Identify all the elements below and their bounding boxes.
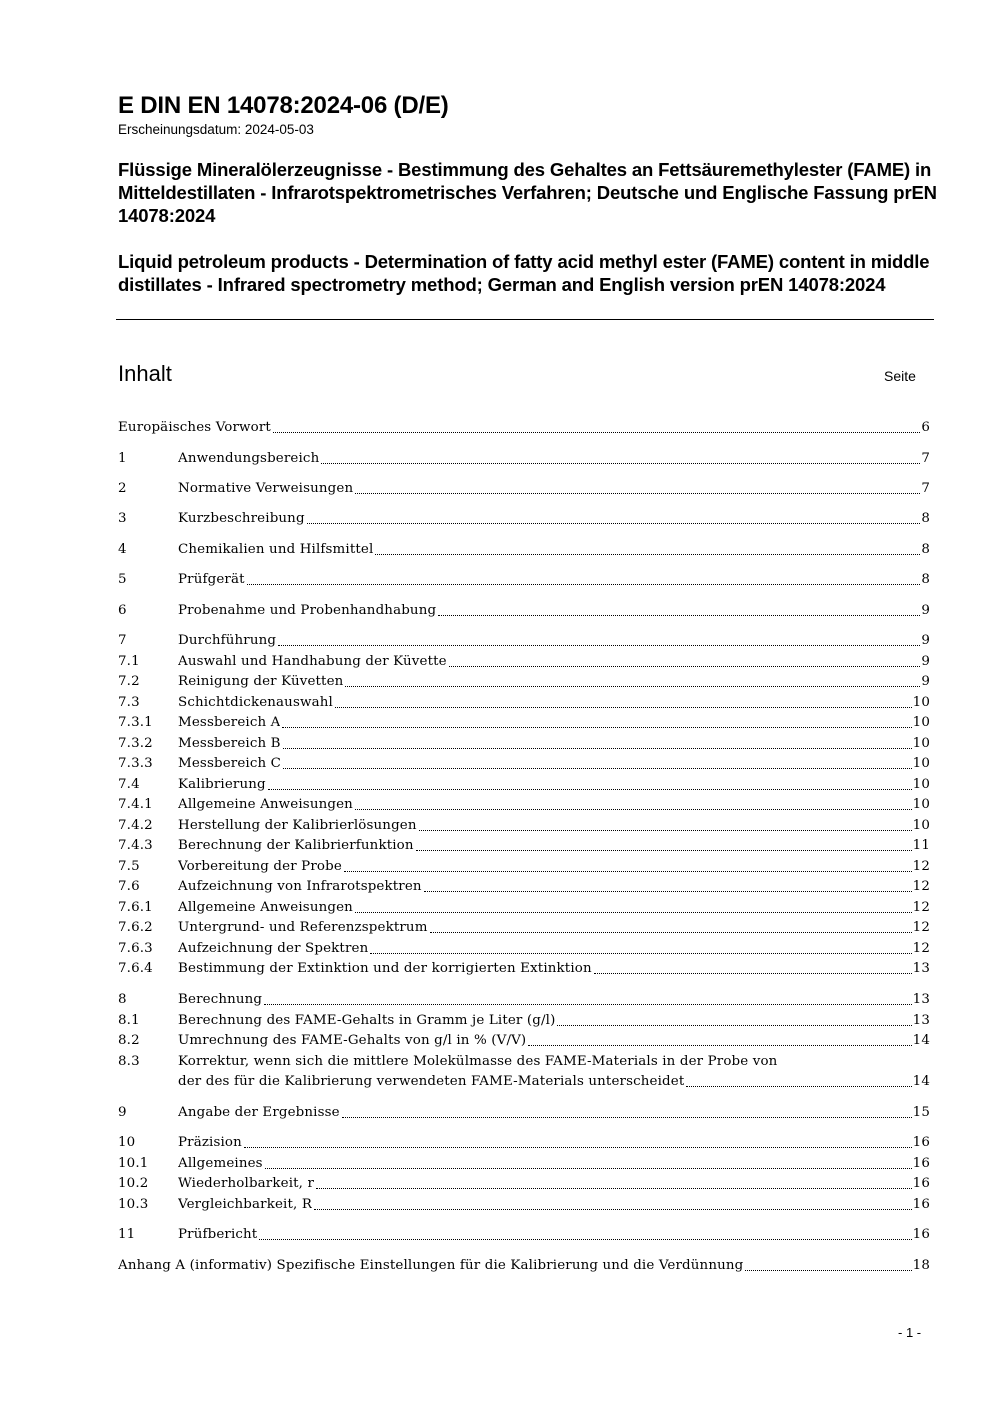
toc-entry-number: 7.3.2 [118, 736, 153, 751]
toc-entry-page: 16 [912, 1135, 930, 1150]
toc-entry[interactable] [118, 1133, 930, 1153]
toc-entry-page: 16 [912, 1227, 930, 1242]
toc-entry-page: 16 [912, 1176, 930, 1191]
toc-leader-dots [344, 871, 912, 872]
title-english: Liquid petroleum products - Determination of fatty acid methyl ester (FAME) content in middle distillates - Infrared spectrometry method; German and English version prEN 14078:2024 [118, 251, 930, 295]
toc-entry-title: Berechnung der Kalibrierfunktion [178, 838, 414, 853]
toc-entry-number: 7.3.1 [118, 715, 153, 730]
publication-date: Erscheinungsdatum: 2024-05-03 [118, 122, 314, 137]
toc-entry[interactable] [118, 672, 930, 692]
toc-entry[interactable] [118, 1052, 930, 1072]
toc-leader-dots [438, 615, 920, 616]
toc-entry-title: Messbereich A [178, 715, 281, 730]
toc-entry-number: 2 [118, 481, 127, 496]
toc-entry-page: 10 [912, 797, 930, 812]
toc-leader-dots [557, 1025, 911, 1026]
toc-leader-dots [321, 463, 920, 464]
toc-entry[interactable] [118, 754, 930, 774]
toc-entry-page: 10 [912, 818, 930, 833]
toc-entry-page: 13 [912, 992, 930, 1007]
document-id: E DIN EN 14078:2024-06 (D/E) [118, 92, 449, 119]
toc-entry-title: Kalibrierung [178, 777, 266, 792]
toc-entry-number: 1 [118, 451, 127, 466]
toc-entry-title: Messbereich C [178, 756, 282, 771]
toc-entry-number: 7 [118, 633, 127, 648]
toc-entry-title: Aufzeichnung der Spektren [178, 941, 369, 956]
toc-entry[interactable] [118, 877, 930, 897]
toc-entry-title: Herstellung der Kalibrierlösungen [178, 818, 417, 833]
toc-entry-number: 7.6.1 [118, 900, 153, 915]
toc-entry-number: 11 [118, 1227, 136, 1242]
toc-entry-number: 7.4 [118, 777, 140, 792]
toc-entry-page: 12 [912, 859, 930, 874]
toc-entry[interactable] [118, 540, 930, 560]
toc-entry[interactable] [118, 652, 930, 672]
toc-entry-title: Umrechnung des FAME-Gehalts von g/l in % (V/V) [178, 1033, 527, 1048]
toc-leader-dots [268, 789, 912, 790]
toc-leader-dots [316, 1188, 912, 1189]
toc-entry[interactable] [118, 479, 930, 499]
toc-entry-number: 7.4.1 [118, 797, 153, 812]
toc-entry-title: Untergrund- und Referenzspektrum [178, 920, 428, 935]
toc-entry-number: 8.3 [118, 1054, 140, 1069]
toc-entry-title: der des für die Kalibrierung verwendeten FAME-Materials unterscheidet [178, 1074, 685, 1089]
toc-entry-number: 10 [118, 1135, 136, 1150]
toc-entry-page: 7 [921, 451, 930, 466]
toc-leader-dots [528, 1045, 911, 1046]
toc-leader-dots [307, 523, 921, 524]
toc-leader-dots [370, 953, 911, 954]
toc-leader-dots [283, 768, 912, 769]
toc-entry-title: Berechnung des FAME-Gehalts in Gramm je Liter (g/l) [178, 1013, 556, 1028]
toc-entry-page: 9 [921, 633, 930, 648]
toc-leader-dots [355, 809, 912, 810]
toc-entry-title: Bestimmung der Extinktion und der korrigierten Extinktion [178, 961, 592, 976]
toc-entry[interactable] [118, 775, 930, 795]
toc-entry-page: 9 [921, 654, 930, 669]
toc-entry[interactable] [118, 1195, 930, 1215]
toc-leader-dots [594, 973, 912, 974]
toc-entry-title: Allgemeines [178, 1156, 263, 1171]
toc-entry-number: 7.3 [118, 695, 140, 710]
toc-entry-number: 3 [118, 511, 127, 526]
toc-entry[interactable] [118, 713, 930, 733]
toc-entry-number: 10.1 [118, 1156, 149, 1171]
toc-entry-number: 7.6.3 [118, 941, 153, 956]
toc-entry-page: 18 [912, 1258, 930, 1273]
title-divider [116, 319, 934, 320]
toc-entry[interactable] [118, 1154, 930, 1174]
toc-leader-dots [419, 830, 912, 831]
toc-entry-number: 7.3.3 [118, 756, 153, 771]
toc-entry-number: 10.3 [118, 1197, 149, 1212]
page-number: - 1 - [898, 1325, 922, 1340]
toc-entry-title: Messbereich B [178, 736, 281, 751]
toc-entry-page: 14 [912, 1033, 930, 1048]
toc-entry-page: 13 [912, 1013, 930, 1028]
toc-leader-dots [430, 932, 912, 933]
toc-entry-title: Reinigung der Küvetten [178, 674, 344, 689]
toc-heading: Inhalt [118, 361, 172, 386]
toc-leader-dots [273, 432, 920, 433]
toc-entry-number: 7.6 [118, 879, 140, 894]
toc-entry[interactable] [118, 1256, 930, 1276]
toc-entry[interactable] [118, 570, 930, 590]
toc-leader-dots [424, 891, 912, 892]
toc-entry-page: 8 [921, 572, 930, 587]
toc-entry-page: 16 [912, 1156, 930, 1171]
toc-entry-page: 9 [921, 603, 930, 618]
toc-entry-number: 7.2 [118, 674, 140, 689]
toc-page-column-header: Seite [884, 368, 916, 384]
toc-entry[interactable] [118, 1031, 930, 1051]
toc-entry-title: Prüfbericht [178, 1227, 258, 1242]
toc-entry-number: 8 [118, 992, 127, 1007]
toc-entry-number: 7.1 [118, 654, 140, 669]
toc-leader-dots [342, 1117, 912, 1118]
toc-leader-dots [259, 1239, 911, 1240]
toc-entry[interactable] [118, 418, 930, 438]
toc-entry-number: 7.6.2 [118, 920, 153, 935]
toc-entry-title: Wiederholbarkeit, r [178, 1176, 315, 1191]
toc-entry-number: 7.6.4 [118, 961, 153, 976]
toc-entry-page: 10 [912, 695, 930, 710]
toc-entry-page: 10 [912, 777, 930, 792]
toc-entry-number: 7.5 [118, 859, 140, 874]
toc-leader-dots [375, 554, 920, 555]
toc-entry[interactable] [118, 693, 930, 713]
toc-entry-title: Probenahme und Probenhandhabung [178, 603, 437, 618]
toc-entry-title: Chemikalien und Hilfsmittel [178, 542, 374, 557]
toc-leader-dots [355, 493, 920, 494]
toc-entry[interactable] [118, 1011, 930, 1031]
toc-entry-page: 6 [921, 420, 930, 435]
toc-leader-dots [247, 584, 921, 585]
toc-entry[interactable] [118, 918, 930, 938]
toc-entry-page: 13 [912, 961, 930, 976]
toc-entry[interactable] [118, 1103, 930, 1123]
toc-entry-number: 8.2 [118, 1033, 140, 1048]
toc-leader-dots [449, 666, 921, 667]
toc-entry[interactable] [118, 990, 930, 1010]
toc-entry[interactable] [118, 1174, 930, 1194]
toc-entry-title: Vorbereitung der Probe [178, 859, 342, 874]
toc-entry-page: 9 [921, 674, 930, 689]
toc-entry[interactable] [118, 898, 930, 918]
toc-leader-dots [278, 645, 920, 646]
toc-entry-title: Berechnung [178, 992, 263, 1007]
toc-entry[interactable] [118, 816, 930, 836]
toc-entry-page: 15 [912, 1105, 930, 1120]
toc-entry[interactable] [118, 631, 930, 651]
toc-entry-number: 6 [118, 603, 127, 618]
toc-leader-dots [345, 686, 920, 687]
toc-leader-dots [265, 1168, 912, 1169]
toc-entry-title: Korrektur, wenn sich die mittlere Molekülmasse des FAME-Materials in der Probe von [178, 1054, 778, 1069]
toc-entry-number: 9 [118, 1105, 127, 1120]
toc-entry-title: Auswahl und Handhabung der Küvette [178, 654, 447, 669]
toc-leader-dots [335, 707, 912, 708]
toc-entry-title: Durchführung [178, 633, 277, 648]
toc-entry-number: 7.4.3 [118, 838, 153, 853]
toc-entry-number: 7.4.2 [118, 818, 153, 833]
toc-entry-page: 12 [912, 879, 930, 894]
toc-entry-page: 10 [912, 715, 930, 730]
toc-entry-page: 11 [912, 838, 930, 853]
toc-entry-title: Normative Verweisungen [178, 481, 354, 496]
toc-leader-dots [686, 1086, 911, 1087]
toc-entry-page: 12 [912, 900, 930, 915]
toc-entry-title: Allgemeine Anweisungen [178, 797, 353, 812]
toc-entry-page: 12 [912, 920, 930, 935]
toc-entry-title: Vergleichbarkeit, R [178, 1197, 313, 1212]
toc-entry[interactable] [118, 795, 930, 815]
toc-entry-number: 5 [118, 572, 127, 587]
toc-leader-dots [283, 748, 912, 749]
toc-entry[interactable] [118, 601, 930, 621]
toc-leader-dots [282, 727, 911, 728]
toc-entry-page: 7 [921, 481, 930, 496]
title-german: Flüssige Mineralölerzeugnisse - Bestimmung des Gehaltes an Fettsäuremethylester (FAME) in Mitteldestillaten - Infrarotspektrometrisches Verfahren; Deutsche und Englische Fassung prEN 14078:2024 [118, 159, 937, 226]
toc-entry-page: 12 [912, 941, 930, 956]
toc-entry-number: 8.1 [118, 1013, 140, 1028]
toc-entry-title: Anhang A (informativ) Spezifische Einstellungen für die Kalibrierung und die Verdünnung [118, 1258, 744, 1273]
toc-entry[interactable] [118, 509, 930, 529]
toc-entry[interactable] [118, 734, 930, 754]
toc-entry-title: Allgemeine Anweisungen [178, 900, 353, 915]
toc-entry[interactable] [118, 449, 930, 469]
toc-entry-title: Anwendungsbereich [178, 451, 320, 466]
toc-leader-dots [244, 1147, 912, 1148]
toc-entry-number: 10.2 [118, 1176, 149, 1191]
toc-entry-title: Europäisches Vorwort [118, 420, 271, 435]
toc-entry-number: 4 [118, 542, 127, 557]
toc-leader-dots [745, 1270, 911, 1271]
toc-entry-title: Angabe der Ergebnisse [178, 1105, 340, 1120]
toc-entry[interactable] [118, 836, 930, 856]
toc-entry-page: 10 [912, 756, 930, 771]
toc-entry[interactable] [118, 1225, 930, 1245]
toc-entry-page: 10 [912, 736, 930, 751]
toc-entry-page: 8 [921, 542, 930, 557]
toc-entry-page: 8 [921, 511, 930, 526]
toc-leader-dots [355, 912, 912, 913]
toc-entry-page: 16 [912, 1197, 930, 1212]
toc-entry-title: Schichtdickenauswahl [178, 695, 333, 710]
toc-entry[interactable] [118, 939, 930, 959]
toc-entry[interactable] [118, 857, 930, 877]
toc-entry-title: Kurzbeschreibung [178, 511, 305, 526]
toc-entry[interactable] [118, 959, 930, 979]
toc-leader-dots [314, 1209, 912, 1210]
toc-leader-dots [416, 850, 912, 851]
toc-leader-dots [264, 1004, 911, 1005]
toc-entry-title: Prüfgerät [178, 572, 245, 587]
toc-entry-page: 14 [912, 1074, 930, 1089]
toc-entry-title: Präzision [178, 1135, 242, 1150]
toc-entry-continuation[interactable] [178, 1072, 930, 1092]
toc-entry-title: Aufzeichnung von Infrarotspektren [178, 879, 422, 894]
